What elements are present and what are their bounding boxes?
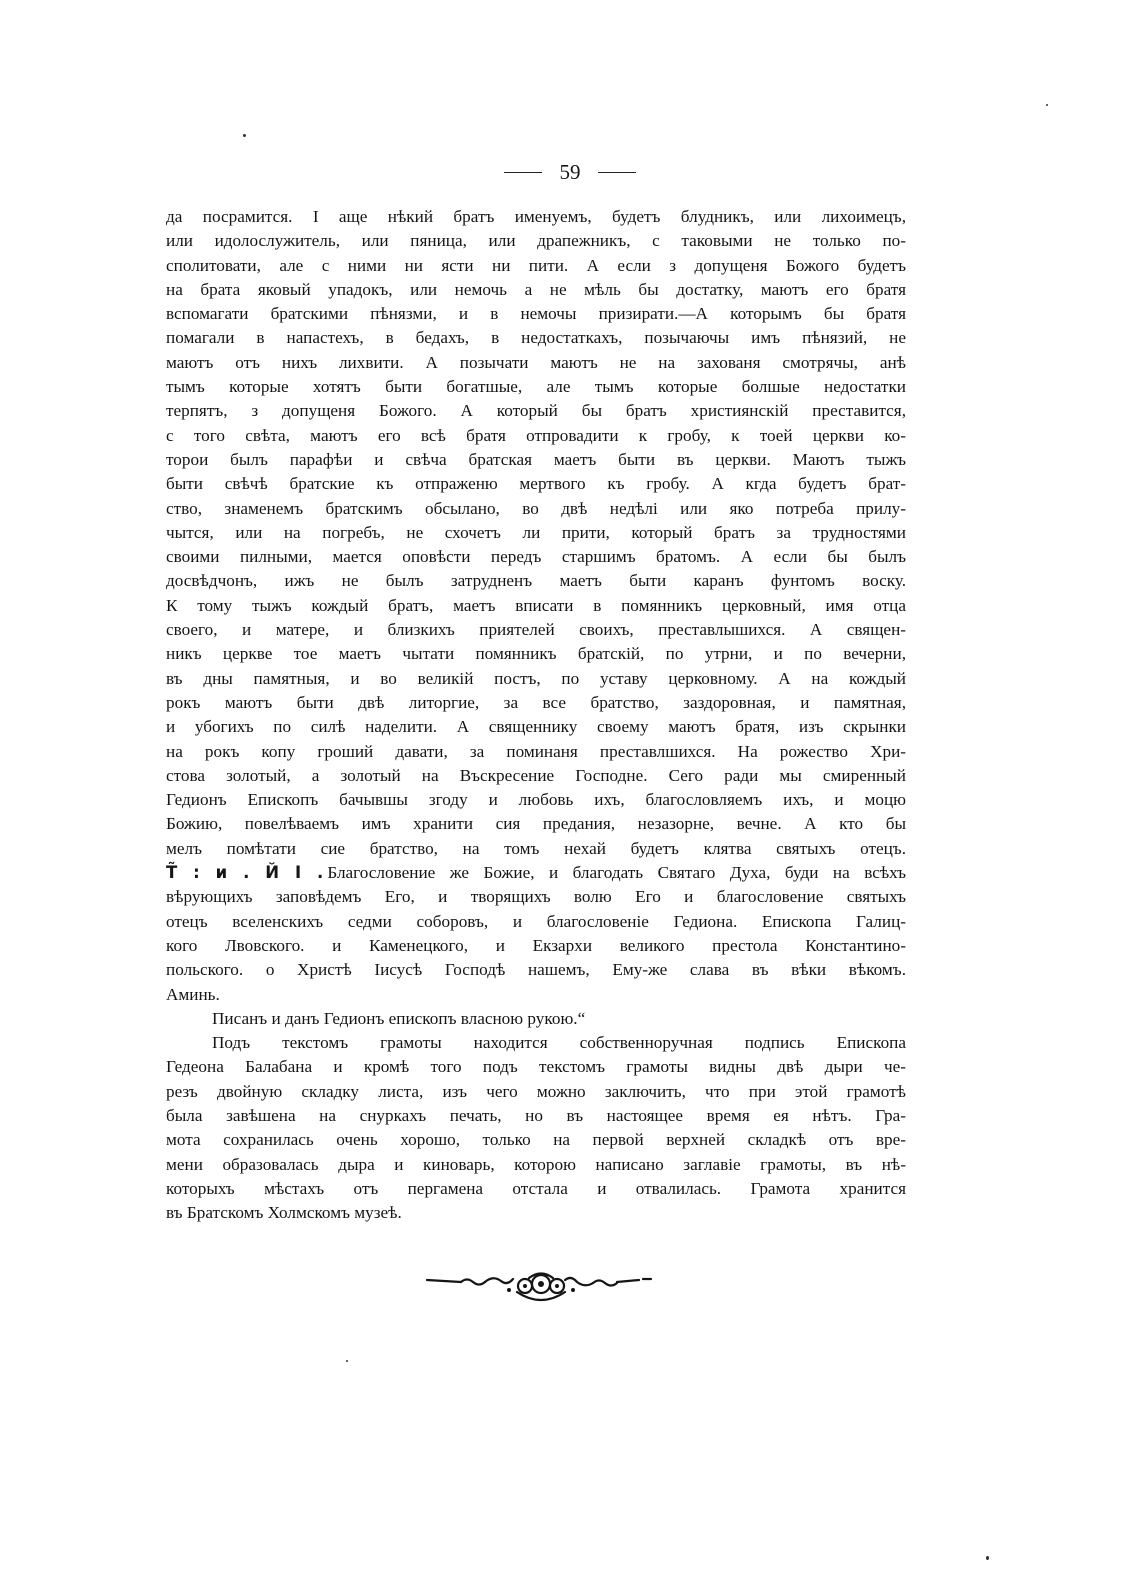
text-line: вѣрующихъ заповѣдемъ Его, и творящихъ волю Его и благословение святыхъ [166,887,906,907]
commentary-paragraph [166,1031,906,1201]
text-line: своего, и матере, и близкихъ приятелей своихъ, преставлышихся. А священ- [166,620,906,640]
text-line: мени образовалась дыра и киноварь, которою написано заглавіе грамоты, въ нѣ- [166,1154,906,1174]
text-line: маютъ отъ нихъ лихвити. А позычати маютъ не на захованя смотрячы, анѣ [166,352,906,372]
scan-speck [986,1556,989,1560]
text-line: да посрамится. I аще нѣкий братъ именуемъ, будетъ блудникъ, или лихоимецъ, [166,207,906,226]
text-line: польского. о Христѣ Iисусѣ Господѣ нашемъ, Ему-же слава въ вѣки вѣкомъ. [166,960,906,980]
text-line: кого Лвовского. и Каменецкого, и Екзархи великого престола Константино- [166,935,906,955]
signature-line [166,861,906,885]
text-line: мота сохранилась очень хорошо, только на первой верхней складкѣ отъ вре- [166,1130,906,1150]
text-line: с того свѣта, маютъ его всѣ братя отпровадити к гробу, к тоей церкви ко- [166,425,906,445]
fleuron-ornament-icon [425,1270,653,1306]
page-header [0,156,1140,186]
text-line: и убогихъ по силѣ наделити. А священнику своему маютъ братя, изъ скрынки [166,717,906,737]
text-line: стова золотый, а золотый на Въскресение Господне. Сего ради мы смиренный [166,765,906,785]
text-line: К тому тыжъ кождый братъ, маетъ вписати в помянникъ церковный, имя отца [166,595,906,615]
document-text [166,205,906,1225]
text-line: сполитовати, але с ними ни ясти ни пити. А если з допущеня Божого будетъ [166,255,906,275]
charter-text-continued [166,885,906,982]
text-line: которыхъ мѣстахъ отъ пергамена отстала и отвалилась. Грамота хранится [166,1178,906,1198]
text-line: Подъ текстомъ грамоты находится собственноручная подпись Епископа [212,1033,906,1053]
scan-speck [243,134,246,137]
closing-line: Писанъ и данъ Гедионъ епископъ власною рукою.“ [212,1008,586,1028]
text-line: чытся, или на погребъ, не схочетъ ли прити, который братъ за трудностями [166,522,906,542]
text-line: въ дны памятныя, и во великій постъ, по уставу церковному. А на кождый [166,668,906,688]
text-line: быти свѣчѣ братские къ отпраженю мертвого къ гробу. А кгда будетъ брат- [166,474,906,494]
scan-speck [346,1360,348,1362]
text-line: помагали в напастехъ, в бедахъ, в недостаткахъ, позычаючы имъ пѣнязий, не [166,328,906,348]
signature-mark: Т̃ : и . Й І . [166,863,324,883]
text-line: мелъ помѣтати сие братство, на томъ нехай будетъ клятва святыхъ отецъ. [166,838,906,858]
text-line: своими пилными, мается оповѣсти передъ старшимъ братомъ. А если бы былъ [166,547,906,567]
scan-speck [1046,104,1048,106]
text-line: досвѣдчонъ, ижъ не былъ затрудненъ маетъ быти каранъ фунтомъ воску. [166,571,906,591]
commentary-last-line: въ Братскомъ Холмскомъ музеѣ. [166,1203,402,1223]
charter-text [166,205,906,861]
text-line: на рокъ копу гроший давати, за поминаня преставлшихся. На рожество Хри- [166,741,906,761]
text-line: на брата яковый упадокъ, или немочь а не мѣль бы достатку, маютъ его братя [166,279,906,299]
text-line: рокъ маютъ быти двѣ литоргие, за все братство, заздоровная, и памятная, [166,692,906,712]
text-line: отецъ вселенскихъ седми соборовъ, и благословеніе Гедиона. Епископа Галиц- [166,911,906,931]
text-line: тымъ которые хотятъ быти богатшые, але тымъ которые болшые недостатки [166,377,906,397]
text-line: была завѣшена на снуркахъ печать, но въ настоящее время ея нѣтъ. Гра- [166,1105,906,1125]
text-line: никъ церкве тое маетъ чытати помянникъ братскій, по утрни, и по вечерни, [166,644,906,664]
signature-line-text: Благословение же Божие, и благодать Святаго Духа, буди на всѣхъ [327,863,906,883]
text-line: резъ двойную складку листа, изъ чего можно заключить, что при этой грамотѣ [166,1081,906,1101]
text-line: или идолослужитель, или пяница, или драпежникъ, с таковыми не только по- [166,231,906,251]
header-right-dash [598,172,636,173]
header-left-dash [504,172,542,173]
text-line: Гедионъ Епископъ бачывшы згоду и любовь ихъ, благословляемъ ихъ, и моцю [166,790,906,810]
text-line: вспомагати братскими пѣнязми, и в немочы призирати.—А которымъ бы братя [166,304,906,324]
page-number: 59 [559,160,581,185]
text-line: торои былъ парафѣи и свѣча братская маетъ быти въ церкви. Маютъ тыжъ [166,449,906,469]
text-line: терпятъ, з допущеня Божого. А который бы братъ християнскій преставится, [166,401,906,421]
text-line: Божию, повелѣваемъ имъ хранити сия предания, незазорне, вечне. А кто бы [166,814,906,834]
text-line: Гедеона Балабана и кромѣ того подъ текстомъ грамоты видны двѣ дыри че- [166,1057,906,1077]
amen-line: Аминь. [166,984,220,1004]
text-line: ство, знаменемъ братскимъ обсылано, во двѣ недѣлі или яко потреба прилу- [166,498,906,518]
